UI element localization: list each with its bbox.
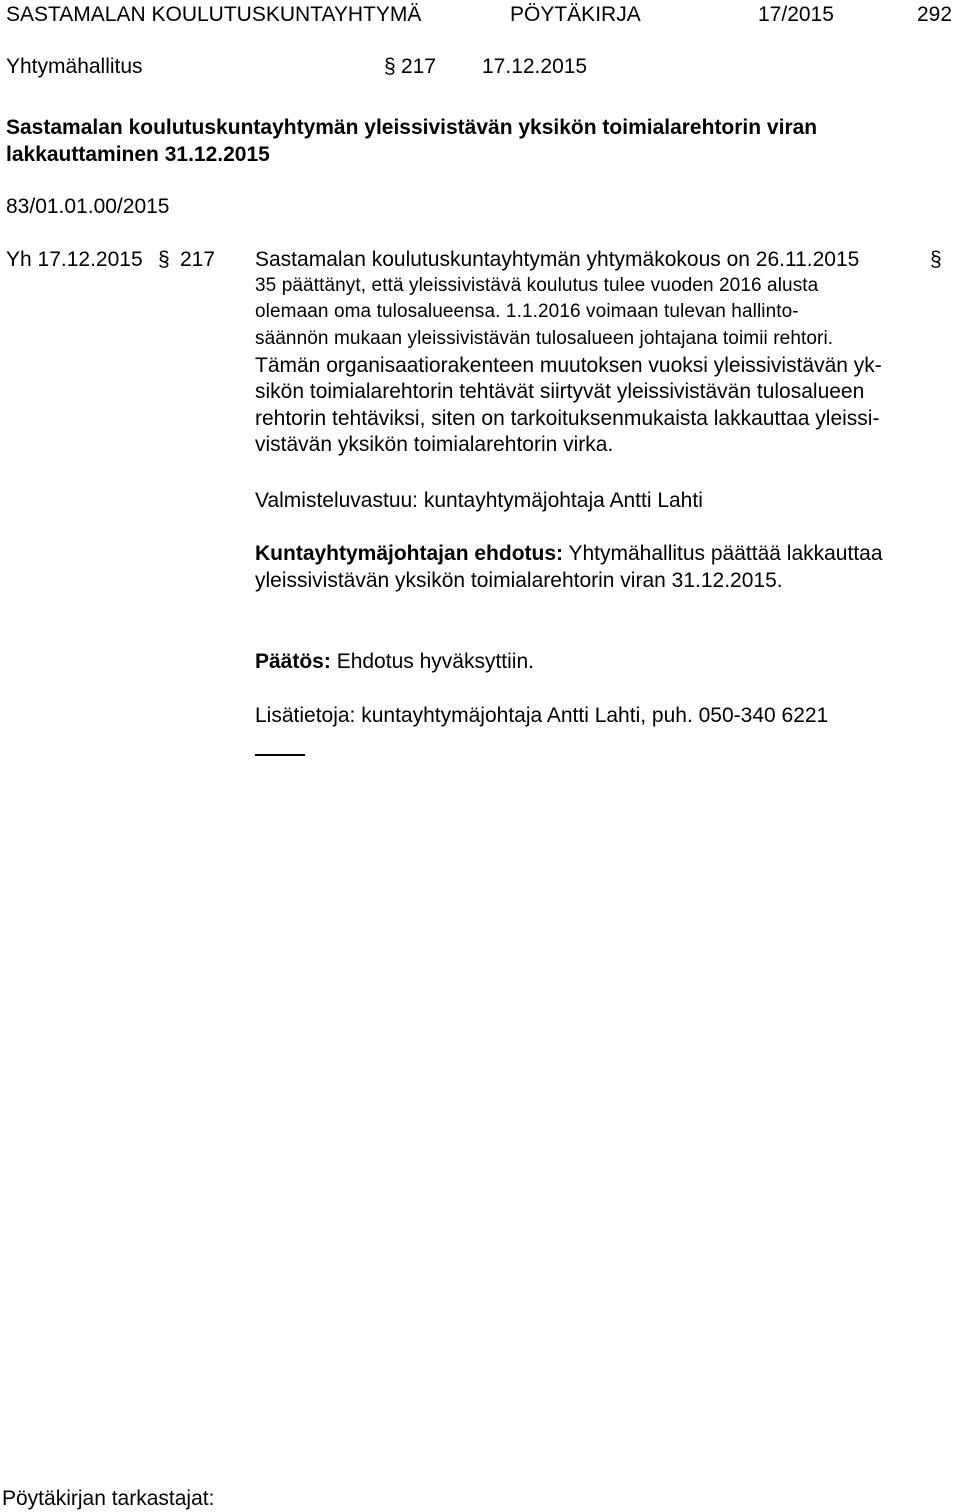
- decision-label: Päätös:: [255, 650, 331, 673]
- body-line-7: rehtorin tehtäviksi, siten on tarkoituksenmukaista lakkauttaa yleissi-: [255, 407, 880, 430]
- governing-body: Yhtymähallitus: [6, 55, 143, 78]
- body-line-6: sikön toimialarehtorin tehtävät siirtyvät yleissivistävän tulosalueen: [255, 380, 865, 403]
- document-number: 17/2015: [758, 3, 834, 26]
- separator-rule: [255, 754, 305, 756]
- organization-name: SASTAMALAN KOULUTUSKUNTAYHTYMÄ: [6, 3, 422, 26]
- body-section-symbol: §: [930, 248, 942, 271]
- body-line-1: Sastamalan koulutuskuntayhtymän yhtymäkokous on 26.11.2015: [255, 248, 860, 271]
- body-line-3: olemaan oma tulosalueensa. 1.1.2016 voimaan tulevan hallinto-: [255, 301, 799, 322]
- body-line-2: 35 päättänyt, että yleissivistävä koulutus tulee vuoden 2016 alusta: [255, 275, 819, 296]
- reference-section-number: 217: [180, 248, 216, 271]
- reference-section-symbol: §: [158, 248, 170, 271]
- reference-prefix: Yh 17.12.2015: [6, 248, 143, 271]
- minutes-checkers-label: Pöytäkirjan tarkastajat:: [2, 1487, 215, 1510]
- page-number: 292: [917, 3, 953, 26]
- meeting-date: 17.12.2015: [482, 55, 588, 78]
- additional-info: Lisätietoja: kuntayhtymäjohtaja Antti Lahti, puh. 050-340 6221: [255, 704, 829, 727]
- diary-number: 83/01.01.00/2015: [6, 195, 170, 218]
- section-number: 217: [401, 55, 437, 78]
- body-line-5: Tämän organisaatiorakenteen muutoksen vuoksi yleissivistävän yk-: [255, 354, 882, 377]
- item-title: Sastamalan koulutuskuntayhtymän yleissivistävän yksikön toimialarehtorin viran lakkauttaminen 31.12.2015: [6, 116, 818, 166]
- section-symbol: §: [384, 55, 396, 78]
- body-line-4: säännön mukaan yleissivistävän tulosalueen johtajana toimii rehtori.: [255, 328, 834, 349]
- document-type: PÖYTÄKIRJA: [510, 3, 641, 26]
- preparer-line: Valmisteluvastuu: kuntayhtymäjohtaja Antti Lahti: [255, 489, 703, 512]
- decision-line: [255, 649, 534, 675]
- proposal-label: Kuntayhtymäjohtajan ehdotus:: [255, 542, 564, 565]
- body-line-8: vistävän yksikön toimialarehtorin virka.: [255, 433, 614, 456]
- proposal-text-1: Yhtymähallitus päättää lakkauttaa: [563, 542, 883, 565]
- proposal-line-2: yleissivistävän yksikön toimialarehtorin viran 31.12.2015.: [255, 569, 783, 592]
- proposal-line-1: [255, 541, 883, 567]
- decision-text: Ehdotus hyväksyttiin.: [330, 650, 534, 673]
